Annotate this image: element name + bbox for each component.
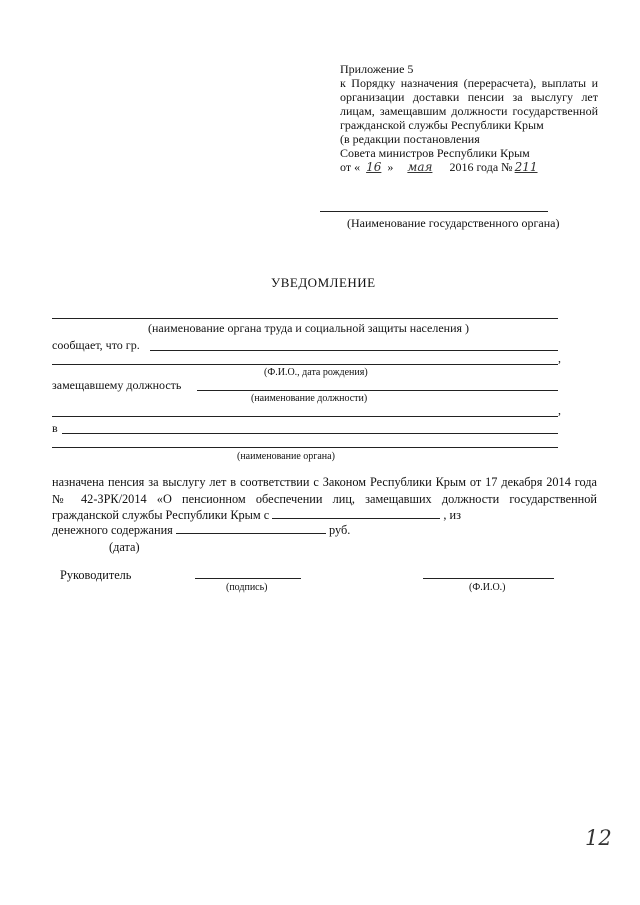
citizen-line-2 (52, 364, 558, 365)
handwritten-page-number: 12 (585, 826, 612, 850)
fio-caption: (Ф.И.О., дата рождения) (264, 367, 368, 378)
annex-line: (в редакции постановления (340, 132, 480, 146)
annex-line: организации доставки пенсии за выслугу лет (340, 90, 598, 104)
citizen-line (150, 350, 558, 351)
annex-line: лицам, замещавшим должности государственной (340, 104, 598, 118)
position-caption: (наименование должности) (251, 393, 368, 404)
salary-label: денежного содержания (52, 523, 173, 537)
head-label: Руководитель (60, 568, 132, 582)
organization-line (62, 433, 558, 434)
authority-caption: (Наименование государственного органа) (347, 216, 560, 230)
head-fio-line (423, 578, 554, 579)
date-prefix: от « (340, 160, 361, 174)
labor-authority-caption: (наименование органа труда и социальной защиты населения ) (148, 321, 469, 335)
authority-name-line (320, 211, 548, 212)
position-label: замещавшему должность (52, 378, 182, 392)
start-date-line (272, 508, 440, 519)
salary-row (52, 523, 350, 538)
annex-title: Приложение 5 (340, 62, 414, 76)
annex-line: к Порядку назначения (перерасчета), выплаты и (340, 76, 598, 90)
in-label: в (52, 421, 58, 435)
annex-date-line (340, 160, 598, 174)
annex-header (340, 62, 598, 174)
org-caption: (наименование органа) (237, 451, 335, 462)
document-title: УВЕДОМЛЕНИЕ (271, 275, 376, 290)
comma: , (558, 403, 561, 417)
date-mid: » (387, 160, 394, 174)
reports-label: сообщает, что гр. (52, 338, 140, 352)
handwritten-number: 211 (514, 160, 538, 174)
handwritten-day: 16 (366, 160, 382, 174)
head-fio-caption: (Ф.И.О.) (469, 582, 506, 593)
position-line (197, 390, 558, 391)
date-caption: (дата) (109, 540, 140, 554)
pension-text-tail: , из (443, 508, 461, 522)
comma: , (558, 351, 561, 365)
labor-authority-line (52, 318, 558, 319)
pension-text-body: назначена пенсия за выслугу лет в соответствии с Законом Республики Крым от 17 декабря 2014 года № 42-ЗРК/2014 «О пенсионном обеспечении лиц, замещавших должности государственной гражданской службы Республики Крым с (52, 475, 597, 522)
signature-line (195, 578, 301, 579)
position-line-2 (52, 416, 558, 417)
date-year: 2016 года № (446, 160, 513, 174)
pension-text (52, 474, 597, 524)
organization-line-2 (52, 447, 558, 448)
signature-caption: (подпись) (226, 582, 268, 593)
salary-line (176, 523, 326, 534)
annex-line: гражданской службы Республики Крым (340, 118, 544, 132)
annex-line: Совета министров Республики Крым (340, 146, 530, 160)
salary-unit: руб. (328, 523, 351, 537)
handwritten-month: мая (407, 160, 433, 174)
